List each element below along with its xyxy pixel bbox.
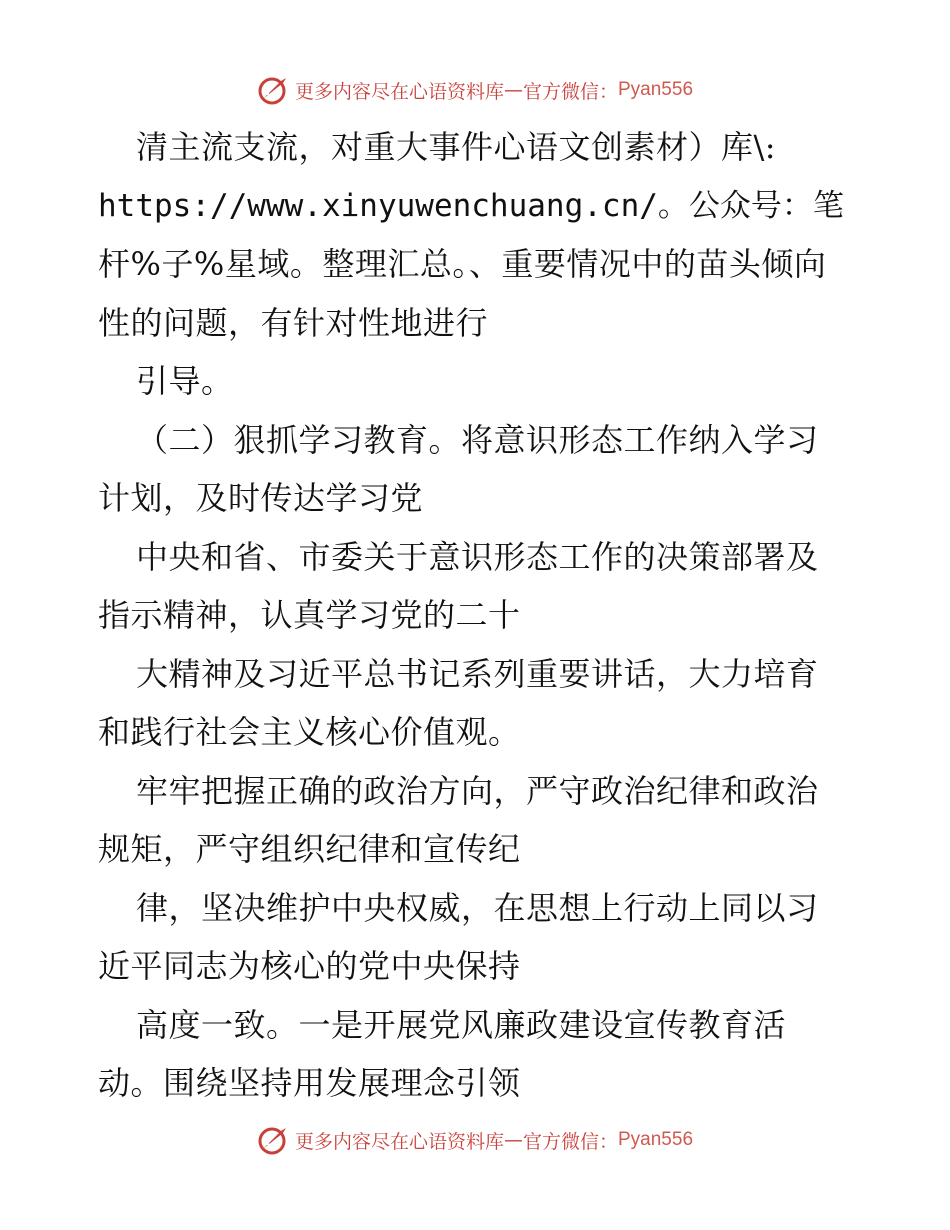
header-separator: — [503, 79, 523, 101]
text-line: 高度一致。一是开展党风廉政建设宣传教育活 [136, 1005, 787, 1044]
footer-wechat-label: 官方微信： [522, 1130, 618, 1153]
footer-watermark [0, 1120, 950, 1160]
text-line: 中央和省、市委关于意识形态工作的决策部署及 [136, 537, 819, 576]
text-line: 规矩，严守组织纪律和宣传纪 [98, 830, 521, 868]
header-wechat-label: 官方微信： [522, 80, 618, 103]
text-line: 牢牢把握正确的政治方向，严守政治纪律和政治 [136, 771, 819, 810]
text-line: 和践行社会主义核心价值观。 [98, 713, 521, 751]
text-line: 性的问题，有针对性地进行 [98, 303, 489, 342]
pen-logo-icon [257, 1123, 291, 1157]
header-watermark [0, 70, 950, 110]
footer-site-name: 更多内容尽在心语资料库 [294, 1130, 504, 1153]
text-line: 大精神及习近平总书记系列重要讲话，大力培育 [136, 654, 819, 693]
text-line: 律，坚决维护中央权威，在思想上行动上同以习 [136, 888, 819, 927]
header-site-name: 更多内容尽在心语资料库 [294, 80, 504, 103]
header-wechat-id: Pyan556 [618, 79, 694, 100]
text-line-url: https://www.xinyuwenchuang.cn/。公众号：笔 [98, 187, 844, 224]
section-heading-line: （二）狠抓学习教育。将意识形态工作纳入学习 [136, 420, 819, 459]
text-line: 引导。 [136, 362, 234, 400]
footer-wechat-id: Pyan556 [618, 1129, 694, 1150]
text-line: 近平同志为核心的党中央保持 [98, 947, 521, 985]
document-body [98, 118, 858, 1113]
pen-logo-icon [257, 73, 291, 107]
footer-separator: — [503, 1129, 523, 1151]
text-line: 杆%子%星域。整理汇总。、重要情况中的苗头倾向 [98, 245, 827, 283]
text-line: 计划，及时传达学习党 [98, 479, 424, 517]
text-line: 清主流支流，对重大事件心语文创素材）库\: [136, 128, 777, 166]
text-line: 指示精神，认真学习党的二十 [98, 596, 521, 634]
text-line: 动。围绕坚持用发展理念引领 [98, 1064, 521, 1102]
